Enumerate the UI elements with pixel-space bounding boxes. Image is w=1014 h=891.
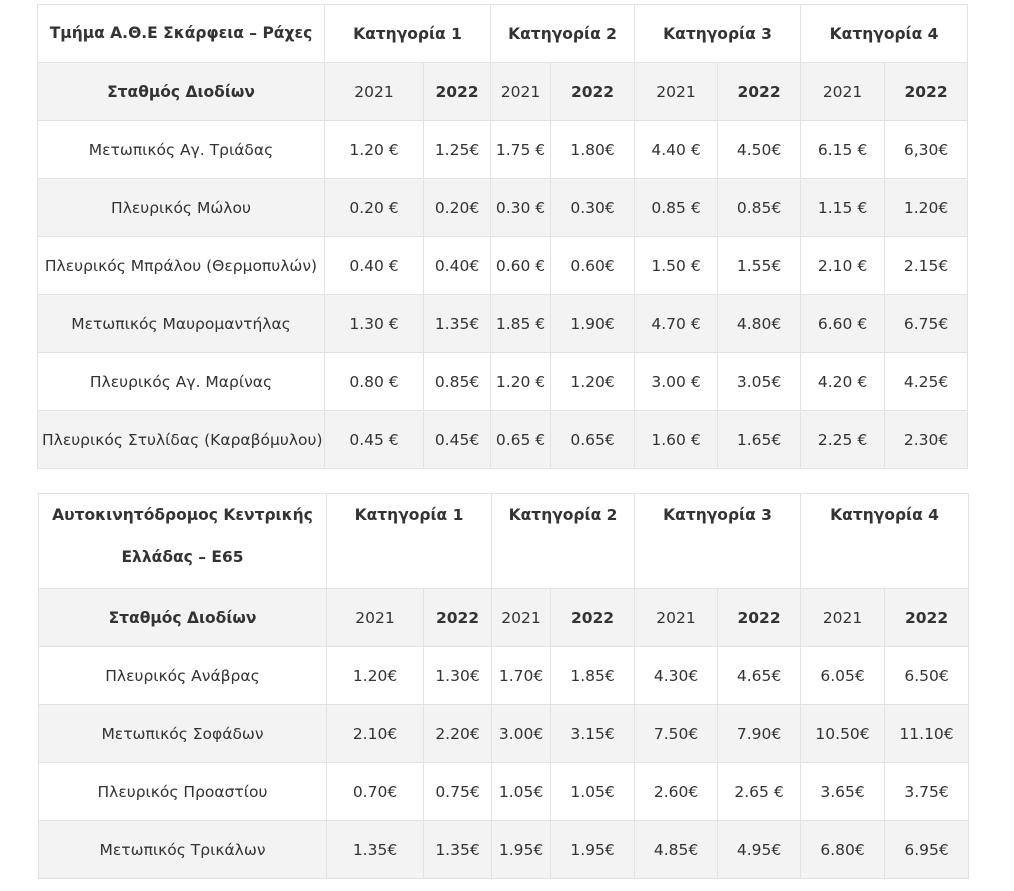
- toll-price-cell: 0.65€: [551, 411, 635, 469]
- toll-price-cell: 1.30€: [424, 647, 492, 705]
- table-row: [38, 411, 968, 469]
- toll-price-cell: 1.20 €: [325, 121, 424, 179]
- toll-price-cell: 6,30€: [885, 121, 968, 179]
- toll-price-cell: 1.20€: [885, 179, 968, 237]
- toll-price-cell: 0.40€: [424, 237, 491, 295]
- table-row: [38, 179, 968, 237]
- toll-price-cell: 0.20 €: [325, 179, 424, 237]
- station-name-cell: Μετωπικός Σοφάδων: [39, 705, 327, 763]
- toll-price-cell: 4.95€: [718, 821, 801, 879]
- station-name-cell: Μετωπικός Τρικάλων: [39, 821, 327, 879]
- toll-price-cell: 4.25€: [885, 353, 968, 411]
- toll-price-cell: 1.15 €: [801, 179, 885, 237]
- toll-price-cell: 3.15€: [551, 705, 635, 763]
- toll-price-cell: 4.20 €: [801, 353, 885, 411]
- toll-price-cell: 10.50€: [801, 705, 885, 763]
- toll-price-cell: 1.65€: [718, 411, 801, 469]
- table-row: [39, 647, 969, 705]
- category-header: Κατηγορία 1: [325, 5, 491, 63]
- toll-price-cell: 1.20 €: [491, 353, 551, 411]
- table-title: Αυτοκινητόδρομος Κεντρικής Ελλάδας – Ε65: [39, 494, 327, 589]
- toll-price-cell: 1.95€: [492, 821, 551, 879]
- toll-price-cell: 0.60 €: [491, 237, 551, 295]
- toll-price-cell: 4.80€: [718, 295, 801, 353]
- year-header: 2022: [718, 589, 801, 647]
- category-header: Κατηγορία 3: [635, 5, 801, 63]
- toll-price-cell: 4.50€: [718, 121, 801, 179]
- toll-table-e65: [38, 493, 969, 879]
- toll-price-cell: 1.90€: [551, 295, 635, 353]
- category-header: Κατηγορία 3: [635, 494, 801, 589]
- toll-price-cell: 0.85€: [718, 179, 801, 237]
- toll-price-cell: 1.35€: [424, 821, 492, 879]
- year-header-row: [38, 63, 968, 121]
- toll-price-cell: 0.65 €: [491, 411, 551, 469]
- toll-price-cell: 4.40 €: [635, 121, 718, 179]
- year-header: 2021: [325, 63, 424, 121]
- toll-price-cell: 0.70€: [327, 763, 424, 821]
- year-header: 2021: [801, 63, 885, 121]
- table-row: [38, 353, 968, 411]
- toll-price-cell: 7.50€: [635, 705, 718, 763]
- table-row: [38, 295, 968, 353]
- year-header: 2022: [551, 63, 635, 121]
- table-row: [39, 705, 969, 763]
- toll-price-cell: 1.30 €: [325, 295, 424, 353]
- station-name-cell: Μετωπικός Μαυρομαντήλας: [38, 295, 325, 353]
- table-row: [39, 763, 969, 821]
- toll-price-cell: 6.15 €: [801, 121, 885, 179]
- toll-price-cell: 4.70 €: [635, 295, 718, 353]
- year-header: 2022: [424, 63, 491, 121]
- toll-price-cell: 2.25 €: [801, 411, 885, 469]
- table-header-row: [39, 494, 969, 589]
- toll-price-cell: 6.95€: [885, 821, 969, 879]
- year-header: 2022: [718, 63, 801, 121]
- toll-price-cell: 6.75€: [885, 295, 968, 353]
- station-name-cell: Πλευρικός Ανάβρας: [39, 647, 327, 705]
- category-header: Κατηγορία 1: [327, 494, 492, 589]
- year-header: 2021: [327, 589, 424, 647]
- toll-price-cell: 1.05€: [492, 763, 551, 821]
- toll-price-cell: 0.20€: [424, 179, 491, 237]
- toll-price-cell: 1.35€: [327, 821, 424, 879]
- toll-price-cell: 6.60 €: [801, 295, 885, 353]
- category-header: Κατηγορία 2: [491, 5, 635, 63]
- table-header-row: [38, 5, 968, 63]
- toll-price-cell: 0.85 €: [635, 179, 718, 237]
- toll-price-cell: 3.05€: [718, 353, 801, 411]
- year-header: 2021: [801, 589, 885, 647]
- toll-price-cell: 2.65 €: [718, 763, 801, 821]
- station-name-cell: Πλευρικός Αγ. Μαρίνας: [38, 353, 325, 411]
- toll-price-cell: 1.25€: [424, 121, 491, 179]
- category-header: Κατηγορία 4: [801, 5, 968, 63]
- toll-price-cell: 1.35€: [424, 295, 491, 353]
- toll-price-cell: 0.60€: [551, 237, 635, 295]
- station-name-cell: Πλευρικός Προαστίου: [39, 763, 327, 821]
- category-header: Κατηγορία 4: [801, 494, 969, 589]
- table-row: [38, 121, 968, 179]
- toll-price-cell: 1.05€: [551, 763, 635, 821]
- year-header: 2022: [424, 589, 492, 647]
- station-name-cell: Πλευρικός Μώλου: [38, 179, 325, 237]
- toll-price-cell: 1.70€: [492, 647, 551, 705]
- year-header: 2022: [551, 589, 635, 647]
- toll-price-cell: 1.80€: [551, 121, 635, 179]
- toll-table-skarfeia-rahes: [37, 4, 968, 469]
- toll-price-cell: 0.75€: [424, 763, 492, 821]
- table-title: Τμήμα Α.Θ.Ε Σκάρφεια – Ράχες: [38, 5, 325, 63]
- station-column-header: Σταθμός Διοδίων: [39, 589, 327, 647]
- toll-price-cell: 6.80€: [801, 821, 885, 879]
- category-header: Κατηγορία 2: [492, 494, 635, 589]
- toll-price-cell: 3.00 €: [635, 353, 718, 411]
- station-name-cell: Πλευρικός Μπράλου (Θερμοπυλών): [38, 237, 325, 295]
- toll-price-cell: 1.60 €: [635, 411, 718, 469]
- table-row: [38, 237, 968, 295]
- toll-price-cell: 2.30€: [885, 411, 968, 469]
- year-header: 2021: [492, 589, 551, 647]
- year-header: 2021: [491, 63, 551, 121]
- year-header: 2021: [635, 589, 718, 647]
- toll-price-cell: 2.10 €: [801, 237, 885, 295]
- toll-price-cell: 4.30€: [635, 647, 718, 705]
- toll-price-cell: 1.20€: [551, 353, 635, 411]
- toll-price-cell: 6.05€: [801, 647, 885, 705]
- toll-price-cell: 4.85€: [635, 821, 718, 879]
- toll-price-cell: 0.45€: [424, 411, 491, 469]
- toll-price-cell: 11.10€: [885, 705, 969, 763]
- toll-price-cell: 1.85€: [551, 647, 635, 705]
- year-header-row: [39, 589, 969, 647]
- station-column-header: Σταθμός Διοδίων: [38, 63, 325, 121]
- station-name-cell: Πλευρικός Στυλίδας (Καραβόμυλου): [38, 411, 325, 469]
- station-name-cell: Μετωπικός Αγ. Τριάδας: [38, 121, 325, 179]
- toll-price-cell: 4.65€: [718, 647, 801, 705]
- year-header: 2022: [885, 63, 968, 121]
- toll-price-cell: 0.85€: [424, 353, 491, 411]
- toll-price-cell: 1.20€: [327, 647, 424, 705]
- toll-price-cell: 2.20€: [424, 705, 492, 763]
- toll-price-cell: 0.45 €: [325, 411, 424, 469]
- toll-price-cell: 1.95€: [551, 821, 635, 879]
- toll-price-cell: 1.75 €: [491, 121, 551, 179]
- toll-price-cell: 0.40 €: [325, 237, 424, 295]
- year-header: 2021: [635, 63, 718, 121]
- toll-price-cell: 2.10€: [327, 705, 424, 763]
- table-body: [38, 121, 968, 469]
- toll-price-cell: 3.00€: [492, 705, 551, 763]
- toll-price-cell: 3.75€: [885, 763, 969, 821]
- toll-price-cell: 7.90€: [718, 705, 801, 763]
- toll-price-cell: 0.30€: [551, 179, 635, 237]
- toll-price-cell: 0.30 €: [491, 179, 551, 237]
- toll-price-cell: 1.85 €: [491, 295, 551, 353]
- toll-price-cell: 1.55€: [718, 237, 801, 295]
- year-header: 2022: [885, 589, 969, 647]
- toll-price-cell: 6.50€: [885, 647, 969, 705]
- table-body: [39, 647, 969, 879]
- toll-price-cell: 2.15€: [885, 237, 968, 295]
- toll-price-cell: 2.60€: [635, 763, 718, 821]
- toll-price-cell: 1.50 €: [635, 237, 718, 295]
- toll-price-cell: 3.65€: [801, 763, 885, 821]
- toll-price-cell: 0.80 €: [325, 353, 424, 411]
- table-row: [39, 821, 969, 879]
